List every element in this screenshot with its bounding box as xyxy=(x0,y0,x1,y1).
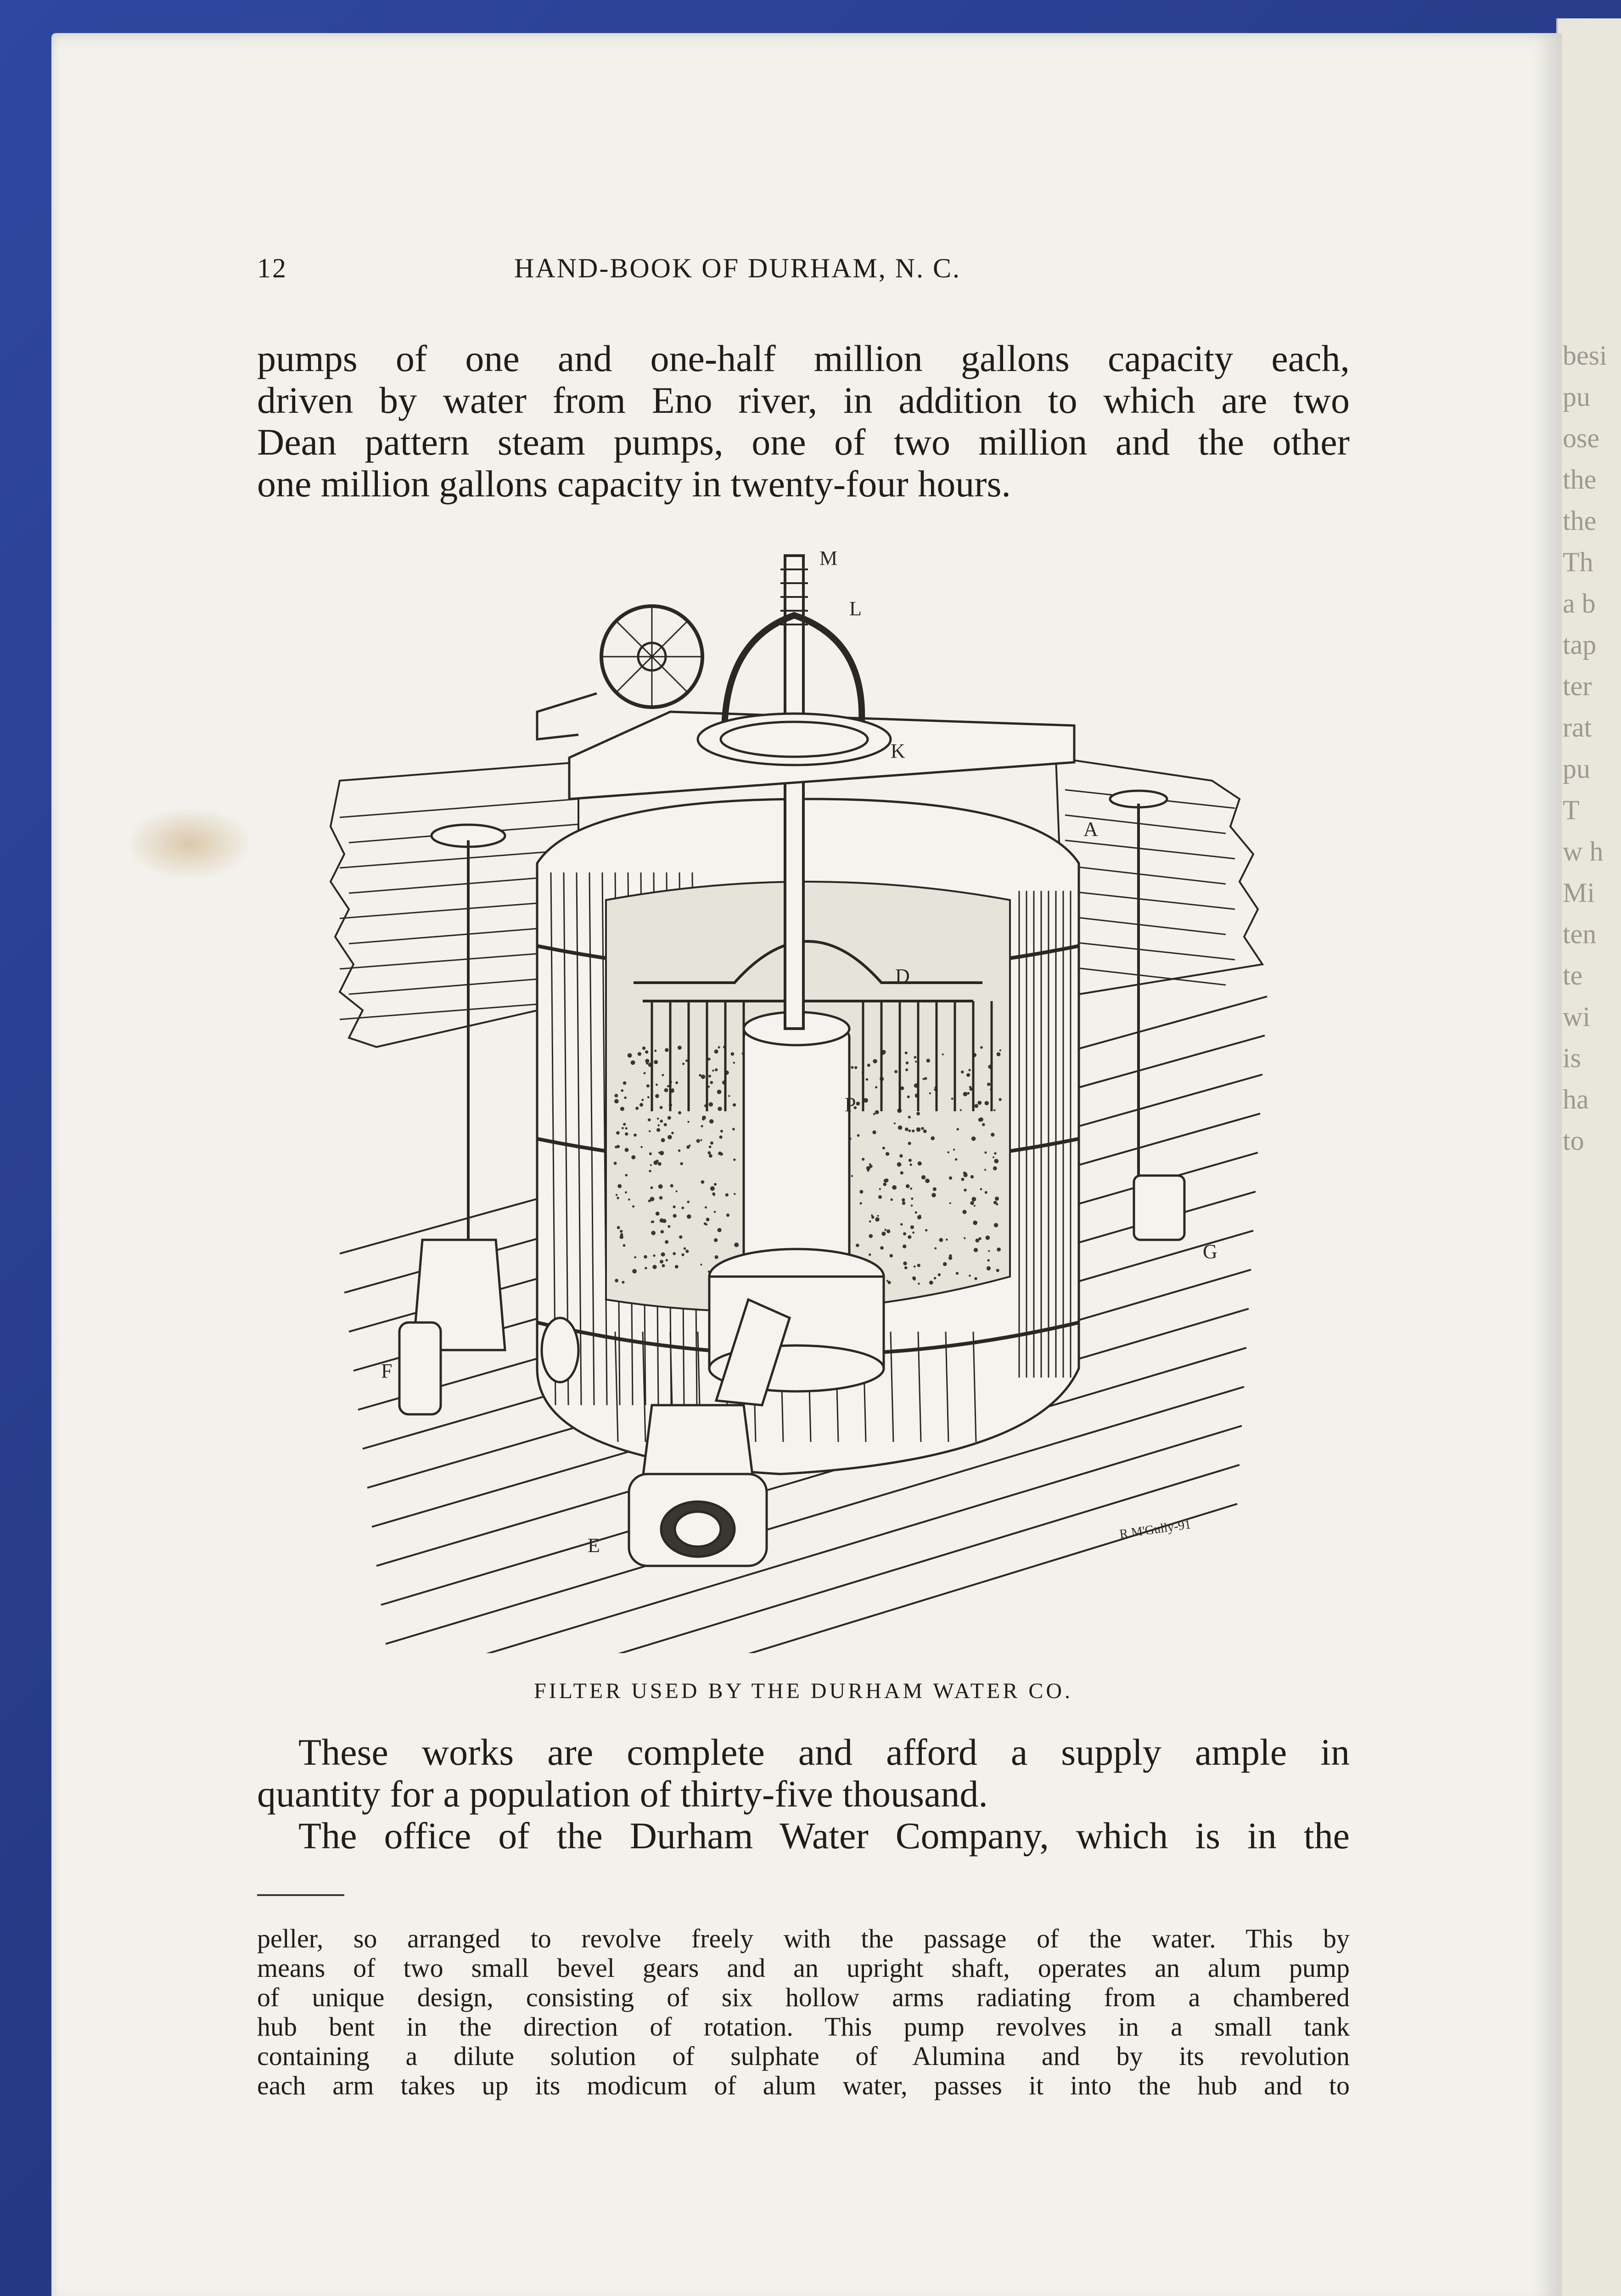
text-line: These works are complete and afford a supply ample in xyxy=(298,1731,1350,1773)
engraver-signature: R.M'Gully-91 xyxy=(1118,1517,1192,1542)
adjacent-page-fragment: pu xyxy=(1563,382,1590,412)
filter-illustration xyxy=(321,542,1285,1653)
footnote-line: containing a dilute solution of sulphate of Alumina and by its revolution xyxy=(257,2041,1350,2071)
text-line: quantity for a population of thirty-five thousand. xyxy=(257,1773,988,1815)
footnote-line: of unique design, consisting of six hollow arms radiating from a chambered xyxy=(257,1982,1350,2012)
text-line: The office of the Durham Water Company, which is in the xyxy=(298,1815,1350,1857)
adjacent-page-fragment: the xyxy=(1563,464,1597,495)
adjacent-page-fragment: w h xyxy=(1563,836,1604,867)
text-line: pumps of one and one-half million gallons capacity each, xyxy=(257,338,1350,379)
adjacent-page-fragment: ter xyxy=(1563,671,1592,701)
adjacent-page-fragment: pu xyxy=(1563,754,1590,784)
callout-g: G xyxy=(1203,1240,1217,1263)
paper-stain xyxy=(129,809,249,878)
callout-d: D xyxy=(895,965,910,987)
running-header xyxy=(257,253,1350,294)
footnote-rule xyxy=(257,1894,344,1896)
adjacent-page-fragment: to xyxy=(1563,1125,1584,1156)
adjacent-page-edge xyxy=(1556,18,1621,2296)
adjacent-page-fragment: ose xyxy=(1563,423,1599,453)
callout-k: K xyxy=(891,740,905,762)
adjacent-page-fragment: a b xyxy=(1563,588,1596,619)
footnote-line: peller, so arranged to revolve freely with the passage of the water. This by xyxy=(257,1924,1350,1953)
adjacent-page-fragment: tap xyxy=(1563,630,1597,660)
adjacent-page-fragment: besi xyxy=(1563,340,1607,371)
footnote-line: means of two small bevel gears and an upright shaft, operates an alum pump xyxy=(257,1953,1350,1983)
figure-caption: FILTER USED BY THE DURHAM WATER CO. xyxy=(533,1679,1073,1703)
adjacent-page-fragment: wi xyxy=(1563,1002,1590,1032)
footnote-line: each arm takes up its modicum of alum water, passes it into the hub and to xyxy=(257,2071,1350,2100)
callout-f: F xyxy=(381,1360,393,1382)
drive-shaft xyxy=(780,556,808,1029)
adjacent-page-fragment: the xyxy=(1563,506,1597,536)
callout-e: E xyxy=(588,1534,600,1557)
adjacent-page-fragment: is xyxy=(1563,1043,1582,1073)
footnote-line: hub bent in the direction of rotation. This pump revolves in a small tank xyxy=(257,2012,1350,2042)
footnote xyxy=(257,1924,1350,2100)
text-line: one million gallons capacity in twenty-four hours. xyxy=(257,463,1011,505)
adjacent-page-fragment: T xyxy=(1563,795,1580,825)
callout-p: P xyxy=(845,1093,856,1116)
page-number: 12 xyxy=(257,253,287,283)
text-line: Dean pattern steam pumps, one of two million and the other xyxy=(257,421,1350,463)
gear-frame xyxy=(537,606,1074,799)
callout-m: M xyxy=(819,547,838,569)
running-title: HAND-BOOK OF DURHAM, N. C. xyxy=(514,253,961,283)
adjacent-page-fragment: Th xyxy=(1563,547,1593,577)
text-line: driven by water from Eno river, in addition to which are two xyxy=(257,379,1350,421)
adjacent-page-fragment: Mi xyxy=(1563,878,1595,908)
adjacent-page-fragment: rat xyxy=(1563,712,1592,743)
adjacent-page-fragment: ha xyxy=(1563,1084,1589,1114)
body-paragraph xyxy=(257,1731,1350,1857)
intro-paragraph xyxy=(257,338,1350,505)
adjacent-page-fragment: te xyxy=(1563,960,1583,990)
callout-l: L xyxy=(849,597,862,620)
adjacent-page-fragment: ten xyxy=(1563,919,1597,949)
callout-a: A xyxy=(1083,818,1098,840)
